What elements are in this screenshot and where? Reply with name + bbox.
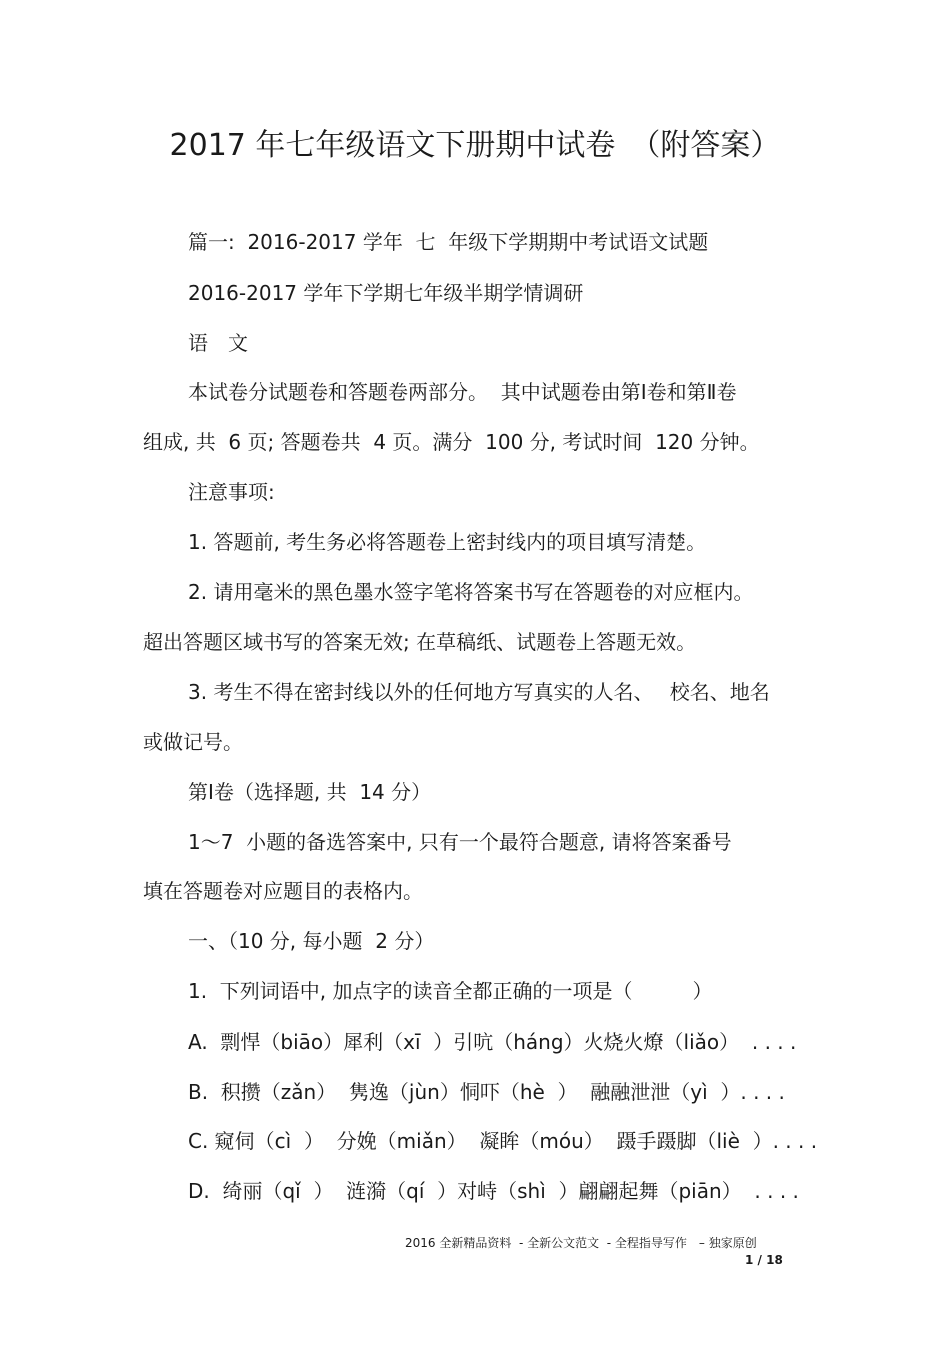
paragraph-line: 填在答题卷对应题目的表格内。 [143, 879, 423, 903]
question-group-heading: 一、（10 分, 每小题 2 分） [188, 929, 435, 953]
answer-option: B. 积攒（zǎn） 隽逸（jùn）恫吓（hè ） 融融泄泄（yì ）. . . . [188, 1080, 785, 1104]
paragraph-line: 本试卷分试题卷和答题卷两部分。 其中试题卷由第Ⅰ卷和第Ⅱ卷 [188, 380, 737, 404]
subject-label: 语 文 [188, 331, 248, 355]
notice-item: 2. 请用毫米的黑色墨水签字笔将答案书写在答题卷的对应框内。 [188, 580, 754, 604]
page-number: 1 / 18 [745, 1253, 783, 1267]
paragraph-line: 超出答题区域书写的答案无效; 在草稿纸、试题卷上答题无效。 [143, 630, 697, 654]
notice-item: 3. 考生不得在密封线以外的任何地方写真实的人名、 校名、地名 [188, 680, 770, 704]
paragraph-line: 组成, 共 6 页; 答题卷共 4 页。满分 100 分, 考试时间 120 分钟。 [143, 430, 760, 454]
exam-subtitle: 2016-2017 学年下学期七年级半期学情调研 [188, 281, 584, 305]
instruction-line: 1～7 小题的备选答案中, 只有一个最符合题意, 请将答案番号 [188, 830, 732, 854]
document-title: 2017 年七年级语文下册期中试卷 （附答案） [169, 128, 781, 163]
answer-option: C. 窥伺（cì ） 分娩（miǎn） 凝眸（móu） 蹑手蹑脚（liè ）. . . . [188, 1129, 818, 1153]
notice-item: 1. 答题前, 考生务必将答题卷上密封线内的项目填写清楚。 [188, 530, 707, 554]
page-footer: 2016 全新精品资料 - 全新公文范文 - 全程指导写作 – 独家原创 [405, 1236, 757, 1250]
section-heading: 篇一: 2016-2017 学年 七 年级下学期期中考试语文试题 [188, 230, 709, 254]
notice-heading: 注意事项: [188, 480, 275, 504]
answer-option: D. 绮丽（qǐ ） 涟漪（qí ）对峙（shì ）翩翩起舞（piān） . . . . [188, 1179, 799, 1203]
question-stem: 1. 下列词语中, 加点字的读音全都正确的一项是（ ） [188, 979, 713, 1003]
part-heading: 第Ⅰ卷（选择题, 共 14 分） [188, 780, 432, 804]
paragraph-line: 或做记号。 [143, 730, 243, 754]
answer-option: A. 剽悍（biāo）犀利（xī ）引吭（háng）火烧火燎（liǎo） . . . . [188, 1030, 797, 1054]
